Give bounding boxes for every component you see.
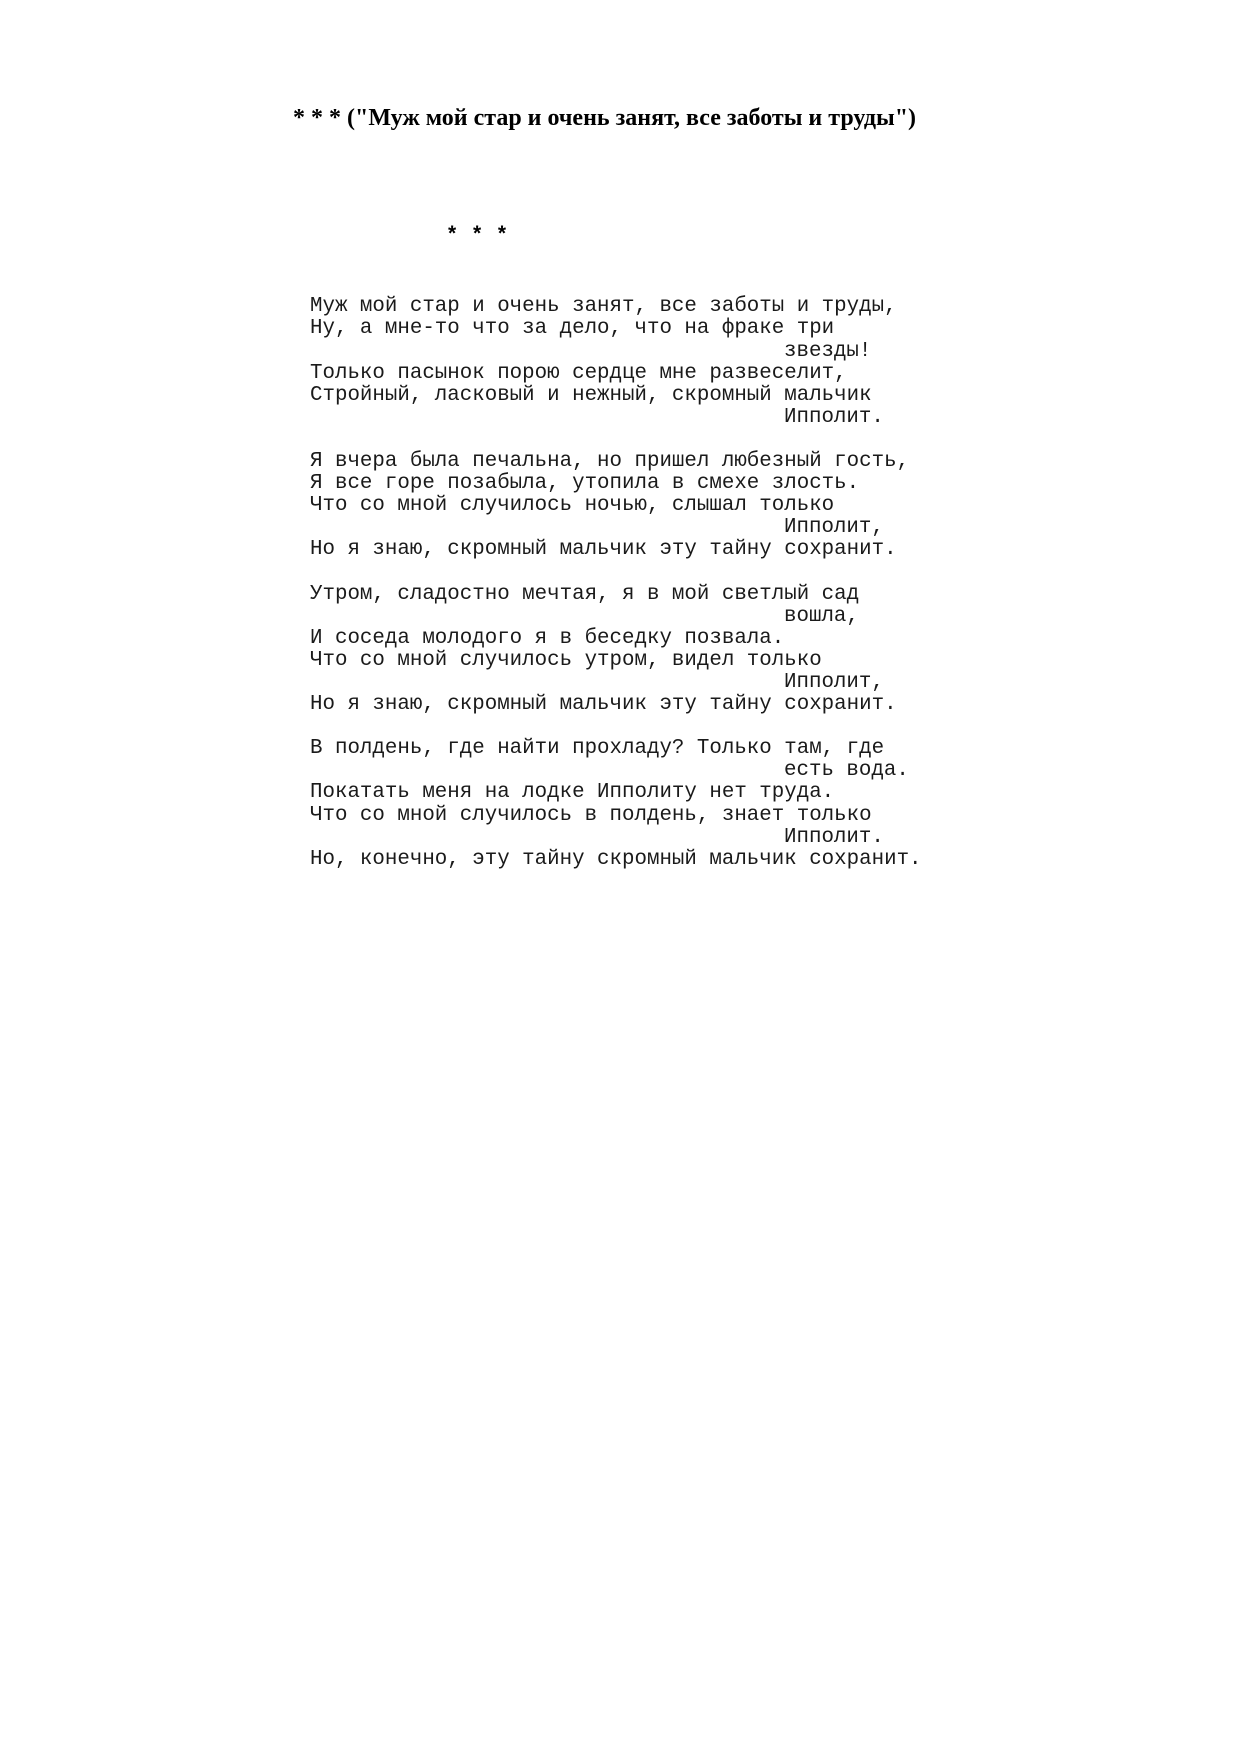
stanzas-container: [310, 296, 922, 870]
poem-line: Утром, сладостно мечтая, я в мой светлый сад: [310, 582, 860, 606]
poem-line-continuation: Ипполит,: [784, 516, 884, 540]
poem-line-continuation: Ипполит.: [784, 405, 884, 429]
poem-line: Покатать меня на лодке Ипполиту нет труда.: [310, 781, 835, 805]
poem-line: Что со мной случилось утром, видел только: [310, 648, 822, 672]
poem-line: Но, конечно, эту тайну скромный мальчик сохранит.: [310, 847, 922, 871]
stanza: [310, 451, 922, 561]
poem-line: И соседа молодого я в беседку позвала.: [310, 626, 785, 650]
stars-separator: * * *: [445, 225, 509, 249]
stanza: [310, 296, 922, 429]
poem-line: Стройный, ласковый и нежный, скромный мальчик: [310, 383, 872, 407]
poem-line-continuation: вошла,: [784, 604, 859, 628]
poem-body: [310, 160, 922, 915]
poem-line-continuation: Ипполит,: [784, 670, 884, 694]
poem-line: В полдень, где найти прохладу? Только там, где: [310, 737, 885, 761]
poem-line: Что со мной случилось в полдень, знает только: [310, 803, 872, 827]
poem-line: Ну, а мне-то что за дело, что на фраке три: [310, 317, 835, 341]
stanza: [310, 584, 922, 717]
poem-line: Я все горе позабыла, утопила в смехе злость.: [310, 472, 860, 496]
poem-line: Только пасынок порою сердце мне развеселит,: [310, 361, 847, 385]
poem-line: Я вчера была печальна, но пришел любезный гость,: [310, 450, 910, 474]
poem-line-continuation: звезды!: [784, 339, 872, 363]
poem-line: Но я знаю, скромный мальчик эту тайну сохранит.: [310, 538, 897, 562]
stanza-gap: [310, 429, 922, 451]
page-title: * * * ("Муж мой стар и очень занят, все заботы и труды"): [293, 105, 917, 131]
poem-line-continuation: Ипполит.: [784, 825, 884, 849]
stanza: [310, 738, 922, 871]
poem-line: Муж мой стар и очень занят, все заботы и труды,: [310, 295, 897, 319]
stars-separator-block: [310, 204, 922, 252]
poem-line: Но я знаю, скромный мальчик эту тайну сохранит.: [310, 693, 897, 717]
poem-line: Что со мной случилось ночью, слышал только: [310, 494, 835, 518]
poem-line-continuation: есть вода.: [784, 759, 909, 783]
stanza-gap: [310, 716, 922, 738]
stanza-gap: [310, 562, 922, 584]
